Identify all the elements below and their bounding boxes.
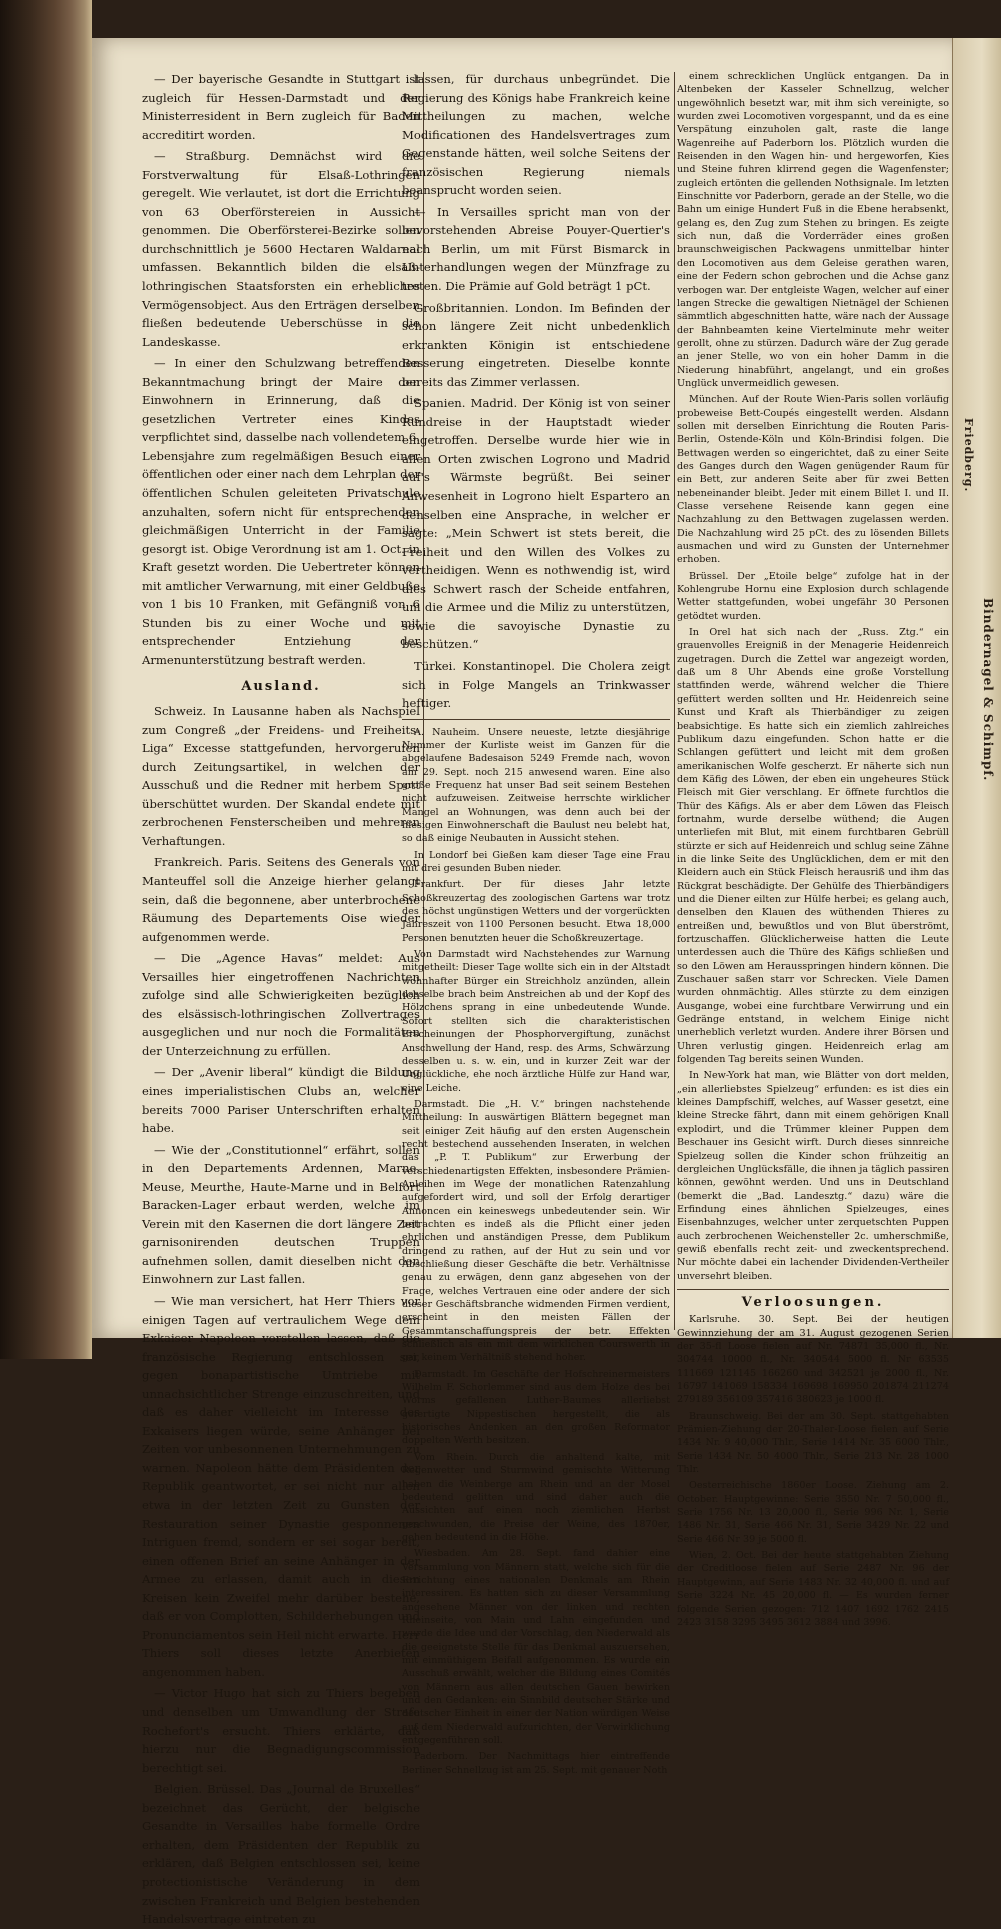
- column-middle: [402, 70, 670, 1776]
- news-item: Von Darmstadt wird Nachstehendes zur Warnung mitgetheilt: Dieser Tage wollte sich ein in der Altstadt wohnhafter Bürger ein Streichholz anzünden, allein dasselbe brach beim Anstreichen ab und der Kopf des Hölzchens sprang in eine unbedeutende Wunde. Sofort stellten sich die charakteristischen Erscheinungen der Phosphorvergiftung, zunächst Anschwellung der Hand, resp. des Arms, Schwärzung desselben u. s. w. ein, und in kurzer Zeit war der Unglückliche, ehe noch ärztliche Hülfe zur Hand war, eine Leiche.: [402, 949, 670, 1094]
- margin-vertical-text: Friedberg.: [962, 418, 975, 493]
- section-divider: [677, 1289, 949, 1290]
- article-paragraph: — Der „Avenir liberal“ kündigt die Bildung eines imperialistischen Clubs an, welcher bereits 7000 Pariser Unterschriften erhalten habe.: [142, 1065, 420, 1136]
- article-paragraph: — In einer den Schulzwang betreffenden Bekanntmachung bringt der Maire den Einwohnern in Erinnerung, daß die gesetzlichen Vertreter eines Kindes verpflichtet sind, dasselbe nach vollendetem 6. Lebensjahre zum regelmäßigen Besuch einer öffentlichen oder einer nach dem Lehrplan der öffentlichen Schulen geleiteten Privatschule anzuhalten, sofern nicht für entsprechenden gleichmäßigen Unterricht in der Familie gesorgt ist. Obige Verordnung ist am 1. Oct. in Kraft gesetzt worden. Die Uebertreter können mit amtlicher Verwarnung, mit einer Geldbuße von 1 bis 10 Franken, mit Gefängniß von 6 Stunden bis zu einer Woche und mit entsprechender Entziehung der Armenunterstützung bestraft werden.: [142, 356, 420, 667]
- news-item: In Orel hat sich nach der „Russ. Ztg.“ ein grauenvolles Ereigniß in der Menagerie Heidenreich zugetragen. Durch die Zettel war angezeigt worden, daß um 8 Uhr Abends eine große Vorstellung stattfinden werde, während welcher die Thiere gefüttert werden sollten und Hr. Heidenreich seine Kunst und Kraft als Thierbändiger zu zeigen beabsichtige. Es hatte sich ein ziemlich zahlreiches Publikum dazu eingefunden. Schon hatte er die Schlangen gefüttert und leicht mit dem großen amerikanischen Wolfe gescherzt. Er näherte sich nun dem Käfig des Löwen, der eben ein ungeheures Stück Fleisch mit Gier verschlang. Er öffnete furchtlos die Thür des Käfigs. Als er aber dem Löwen das Fleisch fortnahm, wurde derselbe wüthend; die Augen unterliefen mit Blut, mit einem furchtbaren Gebrüll stürzte er sich auf Heidenreich und schlug seine Zähne in die linke Seite des Unglücklichen, dem er mit den Kleidern auch ein Stück Fleisch herausriß und ihm das Rückgrat beschädigte. Der Gehülfe des Thierbändigers und die Diener eilten zur Hülfe herbei; es gelang auch, denselben den Klauen des wüthenden Thieres zu entreißen und, bewußtlos und von Blut überströmt, fortzuschaffen. Glücklicherweise hatten die Leute unterdessen auch die Thüre des Käfigs schließen und so den Löwen am Herausspringen hindern können. Die Zuschauer saßen starr vor Schrecken. Viele Damen wurden ohnmächtig. Alles stürzte zu dem einzigen Ausgange, wobei eine furchtbare Verwirrung und ein Gedränge entstand, in welchem Einige nicht unerheblich verletzt wurden. Andere ihrer Börsen und Uhren verlustig gingen. Heidenreich erlag am folgenden Tag bereits seinen Wunden.: [677, 627, 949, 1066]
- news-item: In New-York hat man, wie Blätter von dort melden, „ein allerliebstes Spielzeug“ erfunden: es ist dies ein kleines Dampfschiff, welches, auf Wasser gesetzt, eine kleine Strecke fährt, dann mit einem gehörigen Knall explodirt, und die Trümmer kleiner Puppen dem Beschauer ins Gesicht wirft. Durch dieses sinnreiche Spielzeug sollen die Kinder schon frühzeitig an dergleichen Unglücksfälle, die ihnen ja täglich passiren können, gewöhnt werden. Und uns in Deutschland (bemerkt die „Bad. Landesztg.“ dazu) wäre die Erfindung eines ähnlichen Spielzeuges, eines Eisenbahnzuges, welcher unter zerquetschten Puppen auch zerbrochenen Weichensteller 2c. umherschmiße, gewiß ebenfalls recht zeit- und zweckentsprechend. Nur möchte dabei ein lachender Dividenden-Vertheiler unversehrt bleiben.: [677, 1070, 949, 1282]
- local-news: [402, 726, 670, 1777]
- news-item: einem schrecklichen Unglück entgangen. Da in Altenbeken der Kasseler Schnellzug, welcher ungewöhnlich besetzt war, mit ihm sich vereinigte, so wurden zwei Locomotiven vorgespannt, und da es eine Verspätung einzuholen galt, raste die lange Wagenreihe auf Paderborn los. Plötzlich wurden die Reisenden in den Wagen hin- und hergeworfen, Kies und Steine fuhren klirrend gegen die Wagenfenster; zugleich ertönten die gellenden Nothsignale. Im letzten Einschnitte vor Paderborn, gerade an der Stelle, wo die Bahn um einige Hundert Fuß in die Ebene herabsenkt, gelang es, den Zug zum Stehen zu bringen. Es zeigte sich nun, daß die Vorderräder eines großen braunschweigischen Packwagens unmittelbar hinter den Locomotiven aus dem Geleise gerathen waren, eine der Federn schon gebrochen und die Achse ganz verbogen war. Der entgleiste Wagen, welcher auf einer langen Strecke die gewaltigen Nietnägel der Schienen sämmtlich abgeschnitten hatte, wäre nach der Aussage der Bahnbeamten keine Viertelminute mehr weiter gerollt, ohne zu stürzen. Dadurch wäre der Zug gerade an jener Stelle, wo von ein hoher Damm in die Niederung hinabführt, angelangt, und ein großes Unglück unvermeidlich gewesen.: [677, 71, 949, 389]
- column-right: [677, 70, 949, 1628]
- newspaper-page: [92, 38, 952, 1927]
- news-item: München. Auf der Route Wien-Paris sollen vorläufig probeweise Bett-Coupés eingestellt werden. Alsdann sollen mit derselben Einrichtung die Routen Paris-Berlin, Ostende-Köln und Köln-Brindisi folgen. Die Bettwagen werden so eingerichtet, daß zu einer Seite des Ganges durch den Wagen genügender Raum für ein Bett, zur anderen Seite aber für zwei Betten nebeneinander bleibt. Jeder mit einem Billet I. und II. Classe versehene Reisende kann gegen eine Nachzahlung zu den Bettwagen zugelassen werden. Die Nachzahlung wird 25 pCt. des zu lösenden Billets ausmachen und wird zu Gunsten der Unternehmer erhoben.: [677, 394, 949, 566]
- article-paragraph: — Wie man versichert, hat Herr Thiers vor einigen Tagen auf vertraulichem Wege dem Exkaiser Napoleon vorstellen lassen, daß die französische Regierung entschlossen sei, gegen bonapartistische Umtriebe mit unnachsichtlicher Strenge einzuschreiten, und daß es daher vielleicht im Interesse des Exkaisers liegen würde, seine Anhänger bei Zeiten vor unbesonnenen Unternehmungen zu warnen. Napoleon hätte dem Präsidenten der Republik geantwortet, er sei nicht nur allen etwa in der letzten Zeit zu Gunsten der Restauration seiner Dynastie gesponnenen Intriguen fremd, sondern er sei sogar bereit, einen offenen Brief an seine Anhänger in der Armee zu erlassen, damit auch in diesen Kreisen kein Zweifel mehr darüber bestehe, daß er von Complotten, Schilderhebungen und Pronunciamentos sein Heil nicht erwarte. Herr Thiers soll dieses letzte Anerbieten angenommen haben.: [142, 1294, 420, 1679]
- article-paragraph: — Die „Agence Havas“ meldet: Aus Versailles hier eingetroffenen Nachrichten zufolge sind alle Schwierigkeiten bezüglich des elsässisch-lothringischen Zollvertrages ausgeglichen und nur noch die Formalitäten der Unterzeichnung zu erfüllen.: [142, 951, 420, 1058]
- section-heading-verloosungen: Verloosungen.: [741, 1294, 885, 1310]
- article-paragraph: lassen, für durchaus unbegründet. Die Regierung des Königs habe Frankreich keine Mittheilungen zu machen, welche Modificationen des Handelsvertrages zum Gegenstande hätten, weil solche Seitens der französischen Regierung niemals beansprucht worden seien.: [402, 72, 670, 198]
- news-item: Darmstadt. Im Geschäfte der Hofschreinermeisters Wilhelm F. Schorlemmer sind aus dem Holze des bei Worms gefallenen Luther-Baumes allerliebst gefertigte Nippestischen hergestellt, die als historisches Andenken an den großen Reformator doppelten Werth besitzen.: [402, 1368, 670, 1447]
- lottery-item: Oesterreichische 1860er Loose. Ziehung am 2. October. Hauptgewinne: Serie 3550 Nr. 7 50,000 fl., Serie 1756 Nr. 13 20,000 fl., Serie 996 Nr. 1, Serie 1486 Nr. 31, Serie 466 Nr. 31, Serie 3429 Nr. 22 und Serie 466 Nr 39 je 5000 fl.: [677, 1480, 949, 1545]
- article-paragraph: — Wie der „Constitutionnel“ erfährt, sollen in den Departements Ardennen, Marne, Meuse, Meurthe, Haute-Marne und in Belfort Baracken-Lager erbaut werden, welche im Verein mit den Kasernen die dort längere Zeit garnisonirenden deutschen Truppen aufnehmen sollen, damit dieselben nicht den Einwohnern zur Last fallen.: [142, 1142, 420, 1287]
- news-item: Wiesbaden. Am 28. Sept. fand dahier eine Versammlung von Männern statt, welche sich für die Errichtung eines nationalen Denkmals am Rhein interessiren. Es hatten sich zu dieser Versammlung angesehene Männer von der linken und rechten Rheinseite, von Main und Lahn eingefunden und wurde die Idee und der Vorschlag, den Niederwald als die geeignetste Stelle für das Denkmal auszuersehen, mit einmüthigem Beifall aufgenommen. Es wurde ein Ausschuß erwählt, welcher die Bildung eines Comités von Männern aus allen deutschen Gauen bewirken und den Gedanken: ein Sinnbild deutscher Stärke und deutscher Einheit in einer der Nation würdigen Weise auf dem Niederwald aufzurichten, der Verwirklichung entgegenführen soll.: [402, 1548, 670, 1747]
- news-item: Frankfurt. Der für dieses Jahr letzte Schoßkreuzertag des zoologischen Gartens war trotz des höchst ungünstigen Wetters und der vorgerückten Jahreszeit von 1100 Personen besucht. Etwa 18,000 Personen benutzten heuer die Schoßkreuzertage.: [402, 879, 670, 944]
- article-paragraph: Spanien. Madrid. Der König ist von seiner Rundreise in der Hauptstadt wieder eingetroffen. Derselbe wurde hier wie in allen Orten zwischen Logrono und Madrid auf's Wärmste begrüßt. Bei seiner Anwesenheit in Logrono hielt Espartero an denselben eine Ansprache, in welcher er sagte: „Mein Schwert ist stets bereit, die Freiheit und den Willen des Volkes zu vertheidigen. Wenn es nothwendig ist, wird dies Schwert rasch der Scheide entfahren, um die Armee und die Miliz zu unterstützen, sowie die savoyische Dynastie zu beschützen.“: [402, 396, 670, 652]
- article-paragraph: — Straßburg. Demnächst wird die Forstverwaltung für Elsaß-Lothringen geregelt. Wie verlautet, ist dort die Errichtung von 63 Oberförstereien in Aussicht genommen. Die Oberförsterei-Bezirke sollen durchschnittlich je 5600 Hectaren Waldareal umfassen. Bekanntlich bilden die elsaß-lothringischen Staatsforsten ein erhebliches Vermögensobject. Aus den Erträgen derselben fließen bedeutende Ueberschüsse in die Landeskasse.: [142, 149, 420, 349]
- article-paragraph: Türkei. Konstantinopel. Die Cholera zeigt sich in Folge Mangels an Trinkwasser heftiger.: [402, 658, 670, 711]
- section-divider: [402, 719, 670, 720]
- news-item: A. Nauheim. Unsere neueste, letzte diesjährige Nummer der Kurliste weist im Ganzen für die abgelaufene Badesaison 5249 Fremde nach, wovon am 29. Sept. noch 215 anwesend waren. Eine also große Frequenz hat unser Bad seit seinem Bestehen nicht aufzuweisen. Zeitweise herrschte wirklicher Mangel an Wohnungen, was denn auch bei der hiesigen Einwohnerschaft die Baulust neu belebt hat, so daß einige Neubauten in Aussicht stehen.: [402, 726, 670, 845]
- book-spine: [0, 0, 92, 1359]
- column-rule: [674, 72, 675, 1330]
- article-paragraph: Schweiz. In Lausanne haben als Nachspiel zum Congreß „der Freidens- und Freiheits-Liga“ Excesse stattgefunden, hervorgerufen durch Zeitungsartikel, in welchen der Ausschuß und die Redner mit herbem Spott überschüttet wurden. Der Skandal endete mit zerbrochenen Fensterscheiben und mehreren Verhaftungen.: [142, 704, 420, 848]
- news-item: In Londorf bei Gießen kam dieser Tage eine Frau mit drei gesunden Buben nieder.: [402, 849, 670, 875]
- article-paragraph: — Der bayerische Gesandte in Stuttgart ist zugleich für Hessen-Darmstadt und der Ministerresident in Bern zugleich für Baden accreditirt worden.: [142, 72, 420, 142]
- article-paragraph: — In Versailles spricht man von der bevorstehenden Abreise Pouyer-Quertier's nach Berlin, um mit Fürst Bismarck in Unterhandlungen wegen der Münzfrage zu treten. Die Prämie auf Gold beträgt 1 pCt.: [402, 204, 670, 294]
- article-paragraph: Belgien. Brüssel. Das „Journal de Bruxelles“ bezeichnet das Gerücht, der belgische Gesandte in Versailles habe formelle Ordre erhalten, dem Präsidenten der Republik zu erklären, daß Belgien entschlossen sei, keine protectionistische Veränderung in dem zwischen Frankreich und Belgien bestehenden Handelsvertrage eintreten zu: [142, 1782, 420, 1927]
- article-paragraph: Frankreich. Paris. Seitens des Generals von Manteuffel soll die Anzeige hierher gelangt sein, daß die begonnene, aber unterbrochene Räumung des Departements Oise wieder aufgenommen werde.: [142, 855, 420, 944]
- lottery-item: Braunschweig. Bei der am 30. Sept. stattgehabten Prämien-Ziehung der 20-Thaler-Loose fielen auf Serie 1434 Nr. 9 40,000 Thlr., Serie 1414 Nr. 35 6000 Thlr., Serie 1434 Nr. 50 4000 Thlr., Serie 213 Nr. 28 1000 Thlr.: [677, 1410, 949, 1476]
- article-paragraph: — Victor Hugo hat sich zu Thiers begeben und denselben um Umwandlung der Strafe Rochefort's ersucht. Thiers erklärte, daß hierzu nur die Begnadigungscommission berechtigt sei.: [142, 1686, 420, 1775]
- lottery-item: Wien, 2. Oct. Bei der heute stattgehabten Ziehung der Creditloose fielen auf Serie 2487 Nr. 96 der Hauptgewinn, auf Serie 1483 Nr. 32 40,000 fl. und auf Serie 3224 Nr. 45 20,000 fl. — Es wurden ferner folgende Serien gezogen: 712 1407 1692 1762 2415 2423 3158 3295 3495 3612 3884 und 3996.: [677, 1550, 949, 1628]
- margin-vertical-text: Bindernagel & Schimpf.: [981, 598, 995, 782]
- article-paragraph: Großbritannien. London. Im Befinden der schon längere Zeit nicht unbedenklich erkrankten Königin ist entschiedene Besserung eingetreten. Dieselbe konnte bereits das Zimmer verlassen.: [402, 300, 670, 389]
- news-item: Vom Rhein. Durch die anhaltend kalte, mit Regenwetter und Sturmwind gemischte Witterung haben die Weinberge am Rhein und an der Mosel bedeutend gelitten und sind daher auch die Aussichten auf einen noch ziemlichen Herbst geschwunden, die Preise der Weine, des 1870er, gehen bedeutend in die Höhe.: [402, 1451, 670, 1543]
- column-left: [142, 70, 420, 1927]
- adjacent-page-edge: [952, 38, 1001, 1338]
- news-item: Paderborn. Der Nachmittags hier eintreffende Berliner Schnellzug ist am 25. Sept. mit genauer Noth: [402, 1751, 670, 1776]
- lottery-item: Karlsruhe. 30. Sept. Bei der heutigen Gewinnziehung der am 31. August gezogenen Serien der 35-fl Loose fielen auf Nr. 74871 35,000 fl., Nr. 304744 10000 fl., Nr. 340544 5000 fl. Nr 63535 111669 121145 166260 und 342521 je 2000 fl., Nr. 16797 141069 158334 169698 169950 201874 211274 279189 356109 357416 380623 je 1000 fl.: [677, 1314, 949, 1406]
- section-heading-ausland: Ausland.: [241, 678, 321, 694]
- news-item: Brüssel. Der „Etoile belge“ zufolge hat in der Kohlengrube Hornu eine Explosion durch schlagende Wetter stattgefunden, wobei ungefähr 30 Personen getödtet wurden.: [677, 570, 949, 622]
- news-item: Darmstadt. Die „H. V.“ bringen nachstehende Mittheilung: In auswärtigen Blättern begegnet man seit einiger Zeit häufig auf den ersten Augenschein recht bestechend aussehenden Inseraten, in welchen das „P. T. Publikum“ zur Erwerbung der verschiedenartigsten Effekten, insbesondere Prämien-Anleihen im Wege der monatlichen Ratenzahlung aufgefordert wird, und soll der Erfolg derartiger Annoncen ein keineswegs unbedeutender sein. Wir betrachten es indeß als die Pflicht einer jeden ehrlichen und anständigen Presse, dem Publikum dringend zu rathen, auf der Hut zu sein und vor Abschließung dieser Geschäfte die betr. Verhältnisse genau zu erwägen, denn ganz abgesehen von der Frage, welches Vertrauen eine oder andere der sich dieser Geschäftsbranche widmenden Firmen verdient, erscheint in den meisten Fällen der Gesammtanschaffungspreis der betr. Effekten schließlich als ein mit dem wirklichen Courswerth in gar keinem Verhältniß stehend hoher.: [402, 1098, 670, 1364]
